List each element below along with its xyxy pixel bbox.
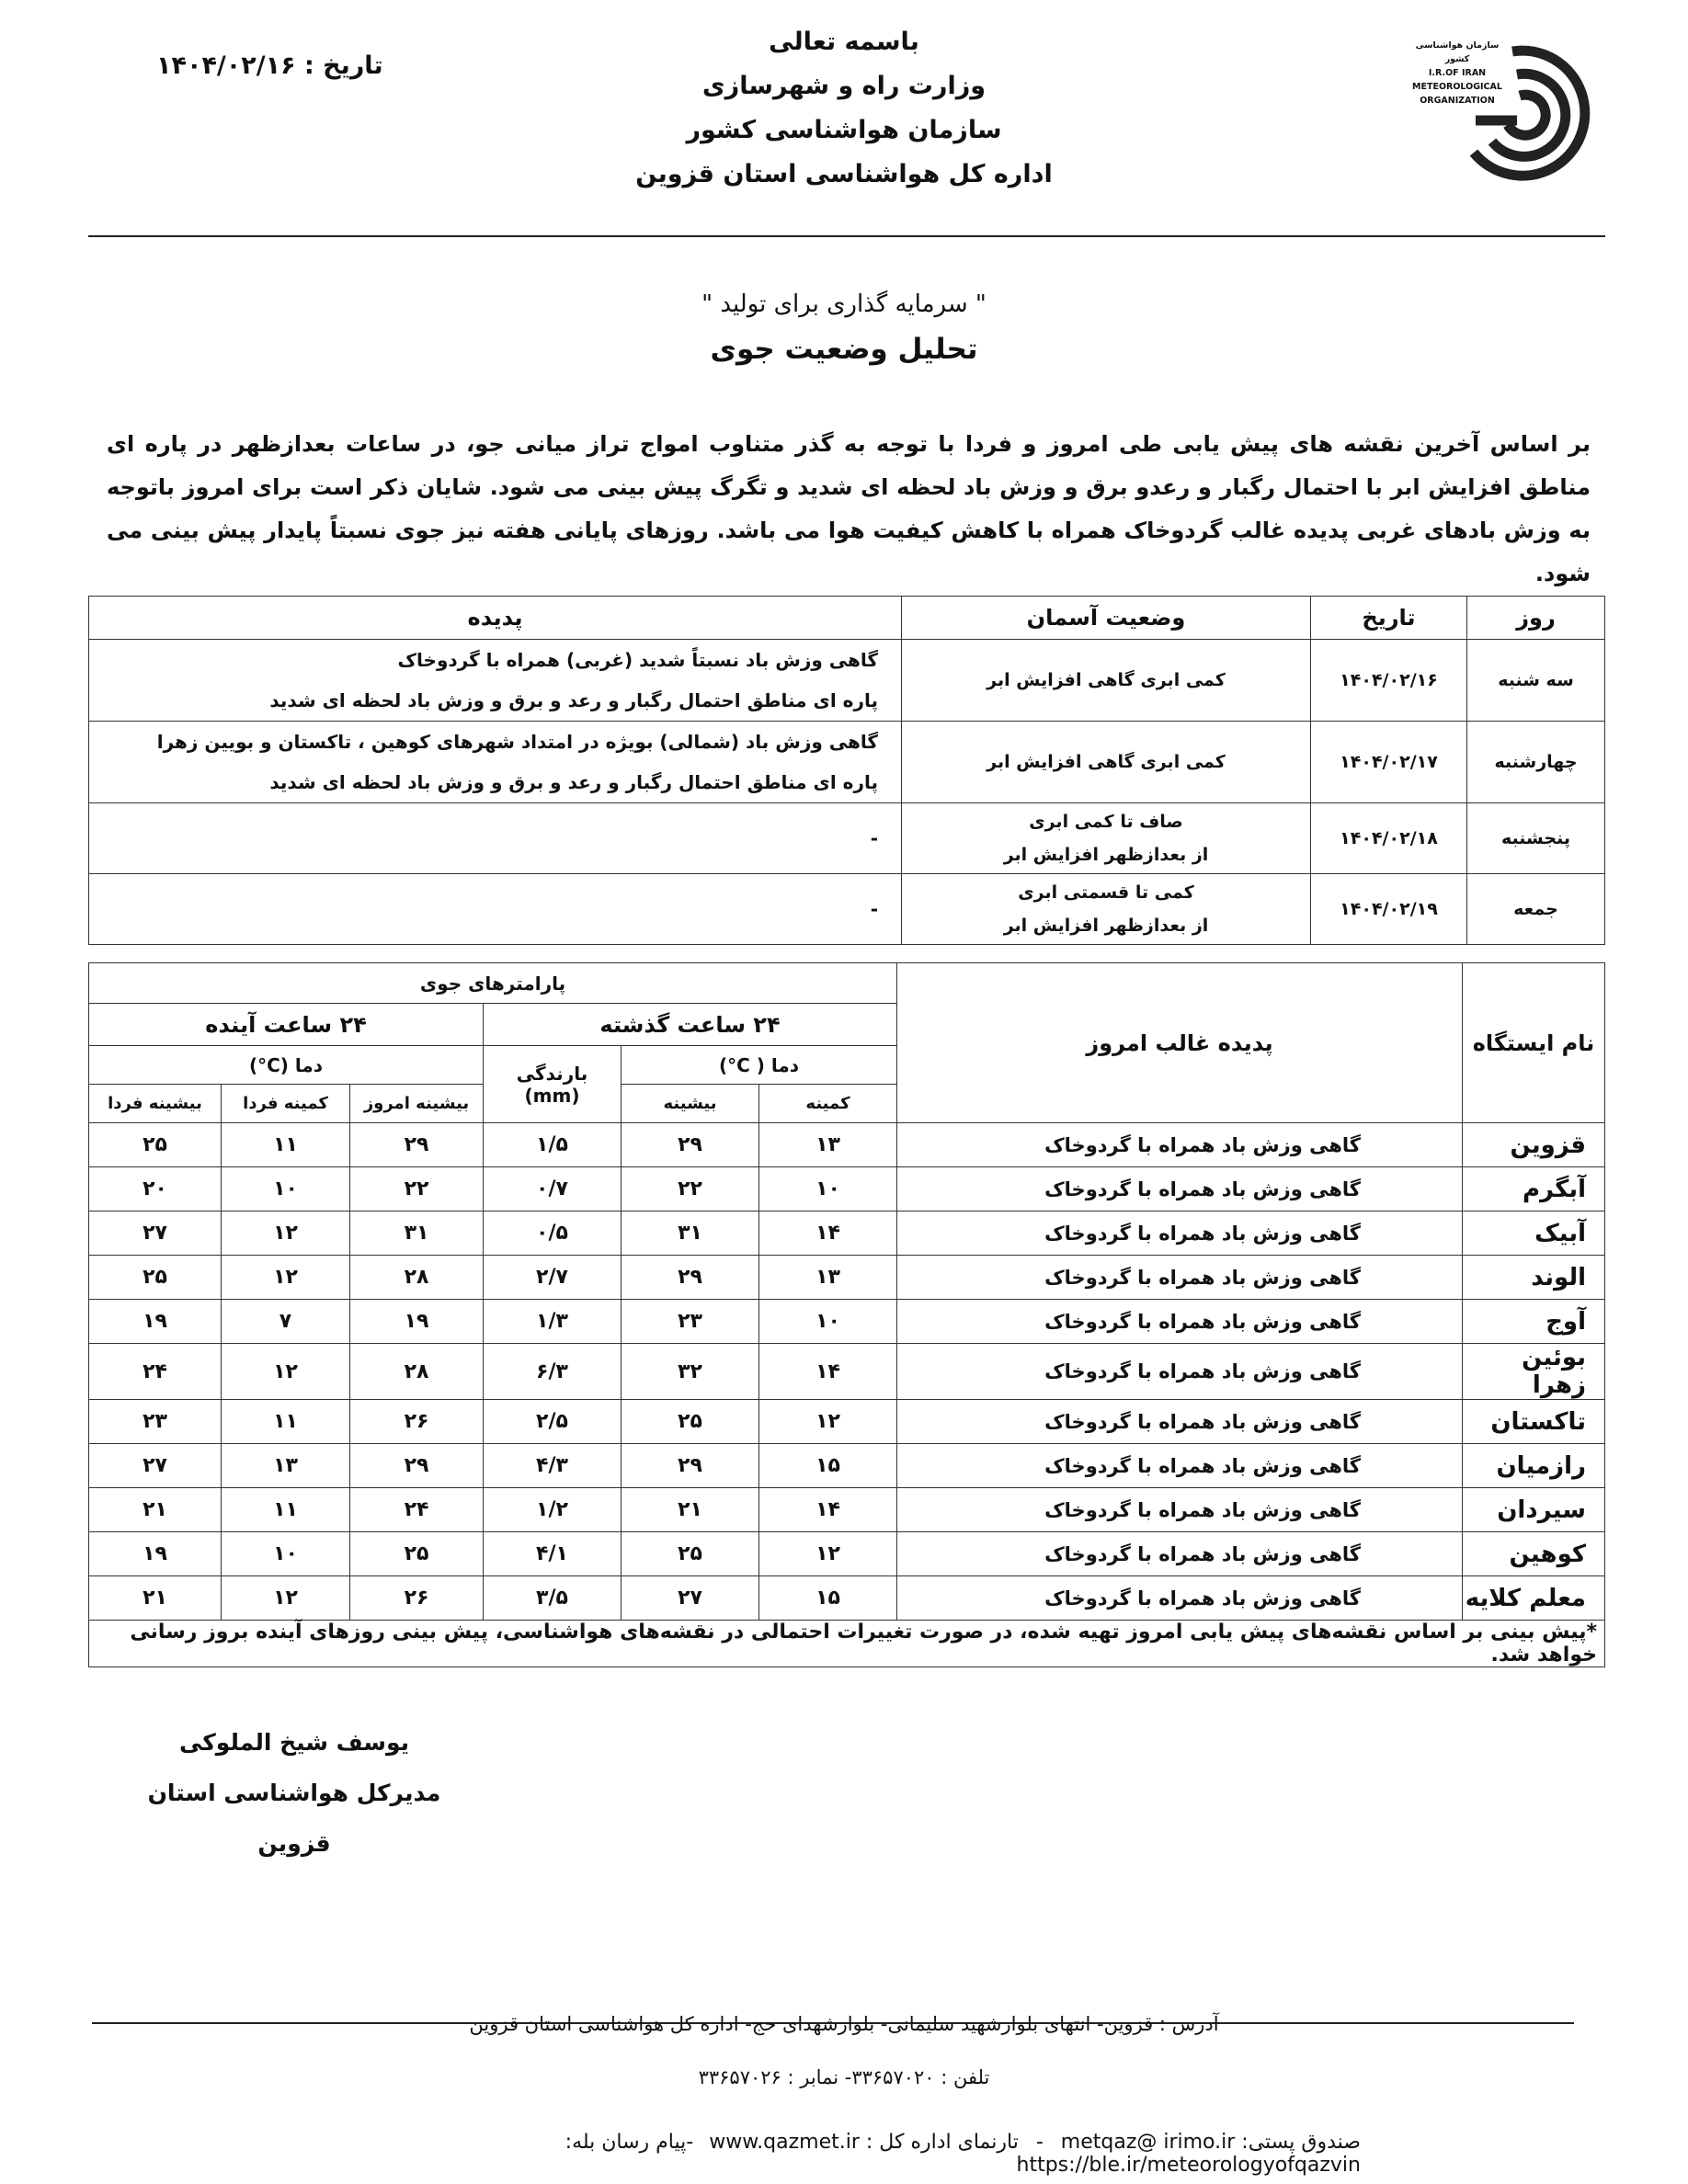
max-tomorrow-cell: ۱۹ [89,1532,222,1576]
sky-line-2: از بعدازظهر افزایش ابر [1003,845,1209,865]
rainfall-cell: ۰/۵ [484,1211,622,1256]
dominant-phenomenon-cell: گاهی وزش باد همراه با گردوخاک [897,1576,1463,1621]
phenomenon-line-2: پاره ای مناطق احتمال رگبار و رعد و برق و وزش باد لحظه ای شدید [269,771,878,793]
max-temp-cell: ۲۹ [622,1256,759,1300]
date-cell: ۱۴۰۴/۰۲/۱۸ [1311,803,1467,874]
table-row [89,874,1605,945]
min-tomorrow-cell: ۱۲ [222,1256,350,1300]
rainfall-cell: ۱/۳ [484,1300,622,1344]
phenomenon-line-1: - [870,827,878,849]
header-day: روز [1467,597,1605,640]
min-temp-cell: ۱۴ [759,1344,897,1400]
header-sky: وضعیت آسمان [902,597,1311,640]
analysis-paragraph: بر اساس آخرین نقشه های پیش یابی طی امروز و فردا با توجه به گذر متناوب امواج تراز میانی جو، در ساعات بعدازظهر در پاره ای مناطق افزایش ابر با احتمال رگبار و رعدو برق و وزش باد لحظه ای شدید و تگرگ پیش بینی می شود. شایان ذکر است برای امروز باتوجه به وزش بادهای غربی پدیده غالب گردوخاک همراه با کاهش کیفیت هوا می باشد. روزهای پایانی هفته نیز جوی نسبتاً پایدار پیش بینی می شود. [107,431,1591,586]
date-cell: ۱۴۰۴/۰۲/۱۷ [1311,722,1467,803]
max-today-cell: ۲۸ [350,1256,484,1300]
max-today-cell: ۲۸ [350,1344,484,1400]
min-temp-cell: ۱۴ [759,1488,897,1532]
dominant-phenomenon-cell: گاهی وزش باد همراه با گردوخاک [897,1444,1463,1488]
header-max: بیشینه [622,1085,759,1123]
sky-cell [902,803,1311,874]
max-tomorrow-cell: ۲۳ [89,1400,222,1444]
day-cell: چهارشنبه [1467,722,1605,803]
min-tomorrow-cell: ۱۲ [222,1211,350,1256]
footer-address [0,2013,1688,2035]
dominant-phenomenon-cell: گاهی وزش باد همراه با گردوخاک [897,1300,1463,1344]
table-row [89,1400,1605,1444]
irimo-logo [1402,33,1595,189]
min-tomorrow-cell: ۱۱ [222,1488,350,1532]
phenomenon-line-2: پاره ای مناطق احتمال رگبار و رعد و برق و وزش باد لحظه ای شدید [269,689,878,711]
station-name-cell: قزوین [1463,1123,1605,1167]
dominant-phenomenon-cell: گاهی وزش باد همراه با گردوخاک [897,1256,1463,1300]
sky-cell [902,874,1311,945]
min-tomorrow-cell: ۱۲ [222,1344,350,1400]
table-row [89,1300,1605,1344]
letterhead-line-1: باسمه تعالی [769,28,919,56]
max-temp-cell: ۲۳ [622,1300,759,1344]
table-row [89,640,1605,722]
max-tomorrow-cell: ۲۱ [89,1576,222,1621]
dominant-phenomenon-cell: گاهی وزش باد همراه با گردوخاک [897,1532,1463,1576]
rainfall-cell: ۱/۲ [484,1488,622,1532]
table-row [89,1211,1605,1256]
signatory-role: مدیرکل هواشناسی استان قزوین [147,1780,441,1857]
max-temp-cell: ۲۲ [622,1167,759,1211]
website-label: تارنمای اداره کل : [865,2131,1019,2154]
rainfall-cell: ۳/۵ [484,1576,622,1621]
rainfall-cell: ۴/۱ [484,1532,622,1576]
max-today-cell: ۲۹ [350,1444,484,1488]
phenomenon-line-1: - [870,898,878,920]
letterhead-line-2: وزارت راه و شهرسازی [701,72,987,100]
max-temp-cell: ۳۲ [622,1344,759,1400]
min-temp-cell: ۱۵ [759,1576,897,1621]
date-cell: ۱۴۰۴/۰۲/۱۶ [1311,640,1467,722]
min-temp-cell: ۱۰ [759,1167,897,1211]
min-temp-cell: ۱۲ [759,1532,897,1576]
max-tomorrow-cell: ۲۷ [89,1211,222,1256]
rainfall-cell: ۶/۳ [484,1344,622,1400]
max-tomorrow-cell: ۲۷ [89,1444,222,1488]
day-cell: سه شنبه [1467,640,1605,722]
max-today-cell: ۲۵ [350,1532,484,1576]
sky-line-1: صاف تا کمی ابری [1029,812,1183,832]
website-link[interactable]: www.qazmet.ir [709,2131,860,2154]
letterhead-line-4: اداره کل هواشناسی استان قزوین [635,160,1053,188]
rainfall-cell: ۱/۵ [484,1123,622,1167]
max-today-cell: ۱۹ [350,1300,484,1344]
min-temp-cell: ۱۵ [759,1444,897,1488]
station-name-cell: معلم کلایه [1463,1576,1605,1621]
station-name-cell: آوج [1463,1300,1605,1344]
header-date: تاریخ [1311,597,1467,640]
max-temp-cell: ۳۱ [622,1211,759,1256]
station-name-cell: بوئین زهرا [1463,1344,1605,1400]
dominant-phenomenon-cell: گاهی وزش باد همراه با گردوخاک [897,1400,1463,1444]
page-title: تحلیل وضعیت جوی [710,333,978,366]
date-cell: ۱۴۰۴/۰۲/۱۹ [1311,874,1467,945]
phenomenon-line-1: گاهی وزش باد (شمالی) بویژه در امتداد شهرهای کوهین ، تاکستان و بویین زهرا [156,731,878,753]
dominant-phenomenon-cell: گاهی وزش باد همراه با گردوخاک [897,1123,1463,1167]
logo-text-fa: سازمان هواشناسی کشور [1415,40,1500,64]
header-max-tomorrow: بیشینه فردا [89,1085,222,1123]
table-row [89,1167,1605,1211]
min-temp-cell: ۱۳ [759,1123,897,1167]
station-name-cell: تاکستان [1463,1400,1605,1444]
header-max-today: بیشینه امروز [350,1085,484,1123]
rainfall-cell: ۲/۵ [484,1400,622,1444]
max-tomorrow-cell: ۲۰ [89,1167,222,1211]
rainfall-cell: ۰/۷ [484,1167,622,1211]
logo-text-2: METEOROLOGICAL [1412,82,1502,92]
footer-contacts [276,2131,1361,2177]
header-divider [88,235,1605,237]
header-temp-next: دما (C°) [89,1046,484,1085]
header-dominant: پدیده غالب امروز [897,963,1463,1123]
header-past-24h: ۲۴ ساعت گذشته [484,1004,897,1046]
day-cell: پنجشنبه [1467,803,1605,874]
signatory-name: یوسف شیخ الملوکی [178,1729,410,1756]
forecast-note: *پیش بینی بر اساس نقشه‌های پیش یابی امروز تهیه شده، در صورت تغییرات احتمالی در نقشه‌های هواشناسی، پیش بینی روزهای آینده بروز رسانی خواهد شد. [89,1621,1605,1667]
max-today-cell: ۲۹ [350,1123,484,1167]
min-tomorrow-cell: ۱۲ [222,1576,350,1621]
max-temp-cell: ۲۱ [622,1488,759,1532]
header-temp-past: دما ( C°) [622,1046,897,1085]
phenomenon-line-1: گاهی وزش باد نسبتاً شدید (غربی) همراه با گردوخاک [397,649,878,671]
min-tomorrow-cell: ۱۱ [222,1123,350,1167]
max-today-cell: ۲۴ [350,1488,484,1532]
table-row [89,803,1605,874]
station-name-cell: کوهین [1463,1532,1605,1576]
footer-phone [0,2066,1688,2088]
max-tomorrow-cell: ۲۵ [89,1256,222,1300]
header-rain-label: بارندگی [516,1062,588,1085]
day-cell: جمعه [1467,874,1605,945]
table-row [89,722,1605,803]
table-row [89,1123,1605,1167]
dominant-phenomenon-cell: گاهی وزش باد همراه با گردوخاک [897,1211,1463,1256]
max-temp-cell: ۲۹ [622,1444,759,1488]
header-phenomenon: پدیده [89,597,902,640]
station-name-cell: رازمیان [1463,1444,1605,1488]
min-tomorrow-cell: ۷ [222,1300,350,1344]
min-temp-cell: ۱۴ [759,1211,897,1256]
max-today-cell: ۲۶ [350,1400,484,1444]
pobox-label: صندوق پستی: [1241,2131,1361,2154]
logo-caption [1402,39,1512,108]
sky-line: کمی ابری گاهی افزایش ابر [987,670,1226,690]
min-tomorrow-cell: ۱۳ [222,1444,350,1488]
max-tomorrow-cell: ۲۵ [89,1123,222,1167]
min-temp-cell: ۱۰ [759,1300,897,1344]
station-name-cell: آبیک [1463,1211,1605,1256]
min-temp-cell: ۱۲ [759,1400,897,1444]
station-name-cell: آبگرم [1463,1167,1605,1211]
max-tomorrow-cell: ۲۱ [89,1488,222,1532]
header-next-24h: ۲۴ ساعت آینده [89,1004,484,1046]
sky-line-2: از بعدازظهر افزایش ابر [1003,916,1209,936]
dominant-phenomenon-cell: گاهی وزش باد همراه با گردوخاک [897,1344,1463,1400]
email-link[interactable]: metqaz@ irimo.ir [1060,2131,1236,2154]
header-min-tomorrow: کمینه فردا [222,1085,350,1123]
max-temp-cell: ۲۵ [622,1532,759,1576]
sky-line-1: کمی تا قسمتی ابری [1018,882,1194,903]
table-row [89,1576,1605,1621]
table-row [89,1344,1605,1400]
phenomenon-cell [89,640,902,722]
separator: - [1035,2131,1044,2154]
min-temp-cell: ۱۳ [759,1256,897,1300]
stations-table [88,962,1605,1667]
max-temp-cell: ۲۷ [622,1576,759,1621]
max-today-cell: ۲۶ [350,1576,484,1621]
min-tomorrow-cell: ۱۰ [222,1532,350,1576]
signature-block [129,1717,460,1869]
table-row [89,1488,1605,1532]
letterhead-line-3: سازمان هواشناسی کشور [686,116,1002,144]
header-params: پارامترهای جوی [89,963,897,1004]
logo-text-3: ORGANIZATION [1420,96,1495,106]
header-rain [484,1046,622,1123]
station-name-cell: سیردان [1463,1488,1605,1532]
max-today-cell: ۳۱ [350,1211,484,1256]
max-temp-cell: ۲۹ [622,1123,759,1167]
max-temp-cell: ۲۵ [622,1400,759,1444]
min-tomorrow-cell: ۱۰ [222,1167,350,1211]
sky-cell [902,722,1311,803]
rainfall-cell: ۲/۷ [484,1256,622,1300]
max-today-cell: ۲۲ [350,1167,484,1211]
sky-cell [902,640,1311,722]
phenomenon-cell [89,874,902,945]
document-date: تاریخ : ۱۴۰۴/۰۲/۱۶ [156,51,383,80]
address-text: آدرس : قزوین- انتهای بلوارشهید سلیمانی- بلوارشهدای حج- اداره کل هواشناسی استان قزوین [469,2013,1219,2035]
dominant-phenomenon-cell: گاهی وزش باد همراه با گردوخاک [897,1488,1463,1532]
header-station: نام ایستگاه [1463,963,1605,1123]
table-row [89,1532,1605,1576]
bale-label: -پیام رسان بله: [565,2131,694,2154]
forecast-table [88,596,1605,945]
phone-text: تلفن : ۳۳۶۵۷۰۲۰- نمابر : ۳۳۶۵۷۰۲۶ [698,2066,990,2088]
logo-text-1: I.R.OF IRAN [1428,68,1487,78]
rainfall-cell: ۴/۳ [484,1444,622,1488]
sky-line: کمی ابری گاهی افزایش ابر [987,752,1226,772]
header-min: کمینه [759,1085,897,1123]
dominant-phenomenon-cell: گاهی وزش باد همراه با گردوخاک [897,1167,1463,1211]
station-name-cell: الوند [1463,1256,1605,1300]
phenomenon-cell [89,722,902,803]
table-row [89,1256,1605,1300]
bale-link[interactable]: https://ble.ir/meteorologyofqazvin [1016,2154,1361,2177]
min-tomorrow-cell: ۱۱ [222,1400,350,1444]
slogan: " سرمایه گذاری برای تولید " [701,290,987,318]
table-row [89,1444,1605,1488]
max-tomorrow-cell: ۱۹ [89,1300,222,1344]
max-tomorrow-cell: ۲۴ [89,1344,222,1400]
header-rain-unit: (mm) [524,1084,580,1107]
phenomenon-cell [89,803,902,874]
